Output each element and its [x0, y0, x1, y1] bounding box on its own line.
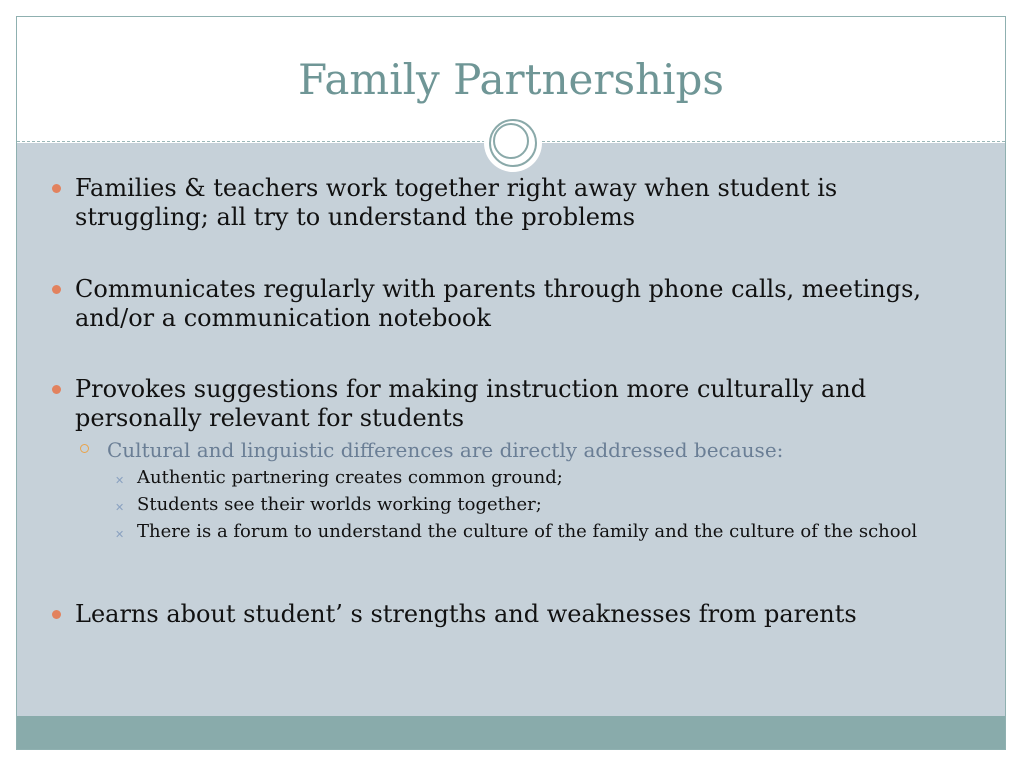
bullet-text: Communicates regularly with parents through phone calls, meetings, and/or a communication notebook	[75, 275, 922, 332]
cross-bullet-icon: ✕	[115, 501, 125, 514]
hollow-circle-bullet-icon	[80, 444, 89, 453]
bullet-item	[75, 600, 965, 629]
bullet-text: Provokes suggestions for making instruction more culturally and personally relevant for students	[75, 375, 867, 432]
bullet-item	[75, 174, 965, 232]
sub-sub-bullet-item	[115, 494, 937, 516]
cross-bullet-icon: ✕	[115, 474, 125, 487]
sub-sub-bullet-item	[115, 521, 937, 543]
circle-ornament-icon	[484, 114, 542, 172]
sub-sub-bullet-text: Students see their worlds working together;	[137, 494, 542, 515]
bullet-item	[75, 275, 965, 333]
bullet-text: Learns about student’ s strengths and weaknesses from parents	[75, 600, 857, 628]
bullet-item	[75, 375, 965, 433]
sub-bullet-item	[107, 438, 957, 462]
footer-bar	[17, 716, 1005, 749]
slide	[16, 16, 1006, 750]
bullet-dot-icon	[52, 285, 61, 294]
slide-title: Family Partnerships	[298, 55, 724, 104]
sub-sub-bullet-text: Authentic partnering creates common ground;	[137, 467, 563, 488]
bullet-text: Families & teachers work together right away when student is struggling; all try to understand the problems	[75, 174, 838, 231]
bullet-dot-icon	[52, 385, 61, 394]
bullet-dot-icon	[52, 184, 61, 193]
sub-sub-bullet-item	[115, 467, 937, 489]
bullet-dot-icon	[52, 610, 61, 619]
sub-sub-bullet-text: There is a forum to understand the culture of the family and the culture of the school	[137, 521, 918, 542]
ornament-inner-ring	[493, 123, 529, 159]
sub-bullet-text: Cultural and linguistic differences are directly addressed because:	[107, 438, 784, 462]
cross-bullet-icon: ✕	[115, 528, 125, 541]
